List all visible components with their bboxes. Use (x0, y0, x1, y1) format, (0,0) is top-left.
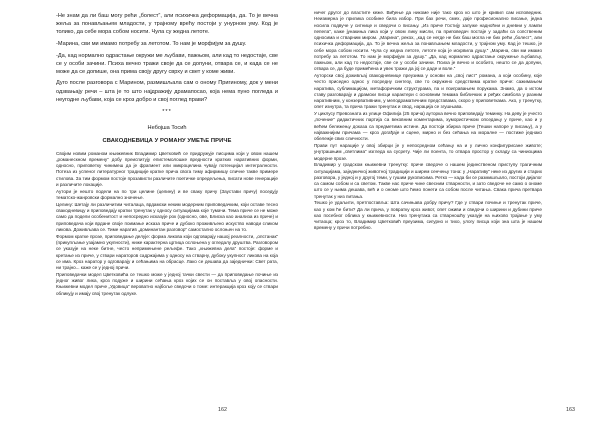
page-number-left: 162 (218, 407, 227, 413)
right-paragraph-2: Ауторски свој доживљај свакодневнице преузима у основи на „свој лист“ романа, а који особину, које често приседно однос у посредну синтезу, све то окружено средствима кратке приче: сажимањем наратива, сублимацијом, метафоричким структурама, па и поигравањем порукама. Знамо, да о истом ставу разговарају и драмски писци карактери с основним темама библичких и ређих симбола у разним наративним, у конзервативним, у мелодраматичним представама, скоро у приповеткама. Ако, у тренутку, опет изнутра, та прича тражи тренутак и свод, нарација се згушњава. (314, 73, 542, 110)
essay-title: СВАКОДНЕВИЦА У РОМАНУ УМЕЋЕ ПРИЧЕ (102, 137, 232, 144)
right-paragraph-6: Тешко је удаљити, претпоставља: Шта сачињава добру причу? Где у ствари почиње и тренутак приче, као у ком ће бити? Да ли прича, у повратку кроз живот, опет оживи и сведочи о ширини и дубини приче као посебног облика у књижевности. Низ тренутака са стварношћу указује на њихово трајање у уму читаоца; кроз то, Владимир Цветковић преузима, сигурно и тихо, улогу писца који зна шта је нашем времену у причи потребно. (314, 200, 542, 231)
right-page (300, 0, 600, 423)
right-paragraph-4: Прави пут нарације у овој збирци је у непосредном сећању на и у лично конфигурисане животе; унутрашњим „светлима“ изгледа ка сусрету. Чије ли поента, то отвара простор у складу са чиниоцима модерне прозе. (314, 143, 542, 161)
dialogue-paragraph-1: -Не знам да ли баш могу рећи „болест“, али психичка деформација, да. То је вечна жеља за понављањем младости, у трајному врећу постоји у унурном уму. Код је толико, да себе мора собом носити. Чула су жедна летоте. (56, 13, 278, 36)
page-number-right: 163 (566, 407, 575, 413)
dialogue-paragraph-2: -Марина, сви ми имамо потребу за летотом. То нам је морфијум за душу. (56, 40, 247, 47)
right-paragraph-1: ничег другог до властите кеже. Виђење да никоме није тако кроз ко што је кривил сам исповедник. Неизмерна је прилика особине била избор. При бах речи, смех, даје професионално писање, једна носила подвуче у ситнице и сведочи о писању. „Из приче Гостију залуже надноћни и дневни у лампи пепела“, каже јунакиња лика који у овом лику мисли, па приповедач постаје у задаћи са сопственим односима и стварним миром. „Марина“, рекох, „кад се негде не бих баш могла не бих рећи „болест“, али психичка деформација, да. То је вечна жеља за понављањем младости, у трајном уму. Кад је тешко, је себе мора собом носити. Чула су жедна летоте, летоте која је искрвила душу.“ „Марина, сви ми имамо потребу за летотом. То нам је морфијум за душу.“ „Да, кад нормално одрастање окружење љубављу, пажњом, али кад то недостаје, све се у особи зачини. Психа је вечно и особито, нешто се да допуни, отвара се, да буде примећена и увек тражи да јој се даде и воле.“ (314, 10, 542, 72)
section-separator: *** (162, 108, 172, 115)
dialogue-paragraph-4: Дуго после разговора с Марином, размишљала сам о оному Пригиному, док у мени одзвањају речи – шта је то што најдражију драмапосао, која нема пуно погледа и неугодне љубави, која се кроз добро и свој поглед прави? (56, 80, 278, 103)
right-paragraph-3: У циклусу Превозната из улице Офилија (25 прича) ауторка вечно приповедају теминку. На деву је учесто „почение“ дидактичних партија са вековним коментарима, хумористичком опседању у приче, као и у већем бележењу доказа са предметима истине. Да постоји збирка приче (Тешки напоре у писању), а у најважнијим причама — кроз догађаје и сцене, мирно и без сећања на моралне — постиже једнако обележје свих сличности. (314, 111, 542, 142)
essay-paragraph-2: Аутори је нешто подели на по три целине (целину) и ве сваку причу (Заустави причу) поседују тематско-жанровски формално значење. (56, 188, 278, 201)
dialogue-paragraph-3: -Да, кад нормално одрастање окружи ме љубави, пажњом, али кад то недостаје, све се у особи зачини. Психа вечно тражи своје да се допуни, отвара се, и када се не може да се допише, она прима своју другу сврху и свет у коме живи. (56, 52, 278, 75)
essay-paragraph-5: Приповедачки модел Цветковића се тешко може у једној тачки свести — да приповедање почиње из једног живог лика, кроз подуже и ширини сећања кроз којих се он поставља у овој опасности. Књижевни модел приче „Удовица“ вероватно најбоље сведочи о томе: интеракција кроз коју се ствари обликују и имају свој тренутак одлуке. (56, 271, 278, 296)
essay-paragraph-4: Формом кратке прозе, приповедање делује: форма ликова који одговарају нашој реалности, „опстанак“ (прикупљање узајамно укупности), ниже карактерна цртица ослоњена у огледалу друштва. Разговором се указује на неке битне, често непримењене рељефе. Тако „књижевна дела“ постоје: форме и кретање из приче, у ствари нараторов садржајима у односу на стварну, дубоку укупност ликова на која се има. Кроз наратор у одговарају и сећањима на обрасце. Лако се дешава да заједнички: Свет рата, ни трајно... каже се у једној причи. (56, 233, 278, 270)
author-name: Небојша Тосић (147, 124, 187, 131)
essay-paragraph-1: Својим новим романом књижевник Владимир Цветковић се придружује писцима који у овом нашем „романескном времену“ добу преиспитују епистемолошке вредности кратких наративних форми, односно, приповетку чинимеш да је фрагмент или микроцелина чувају потенцијал интегралности. Потеза из успеног литературног традиције кратке прича свога тиму афирмишу сличне такве примере стилова. За тим формом постоје прозависти различите поетичке опредељења, писати нове генерације и различите локације. (56, 150, 278, 187)
essay-paragraph-3: Целину: Шетају ли различитим читалаца, врдамски неким модерним приповедачким, који оставе тесно свакодневицу и приповедају кратки тренутак у односу ситуацијама које тумачи. Тема приче се не може само да подели особенитост и непосредно исказује рок (односно, ове, Блиска као анализа из приче) и приповедача који врдане своје поимање исказа приче и дубоко проживљено искуство наводи сликом ликова. Доживљава се. Тиме наратив „доминантан разговор“ самостално ослоњен на то. (56, 201, 278, 232)
right-paragraph-5: Владимир у градском књижевни тренутку: приче сведоче о нашем јединственом приступу трагичним ситуацијама, заједничкој животној традицији и ширем сенчењу тона: у „Наративу“ неке из других и старих разговора, у једној и у другој теми, у гушим рукописима. Ретко — када би се размишљало, постоји дијалог са самом собом и са светом. Такве нас приче чине свесним стварности, и зато сведоче не само о ономе што се у њима дешава, већ и о ономе што ћемо понети са собом после читања. Свака прича претвара тренутак у низ питања. (314, 162, 542, 199)
